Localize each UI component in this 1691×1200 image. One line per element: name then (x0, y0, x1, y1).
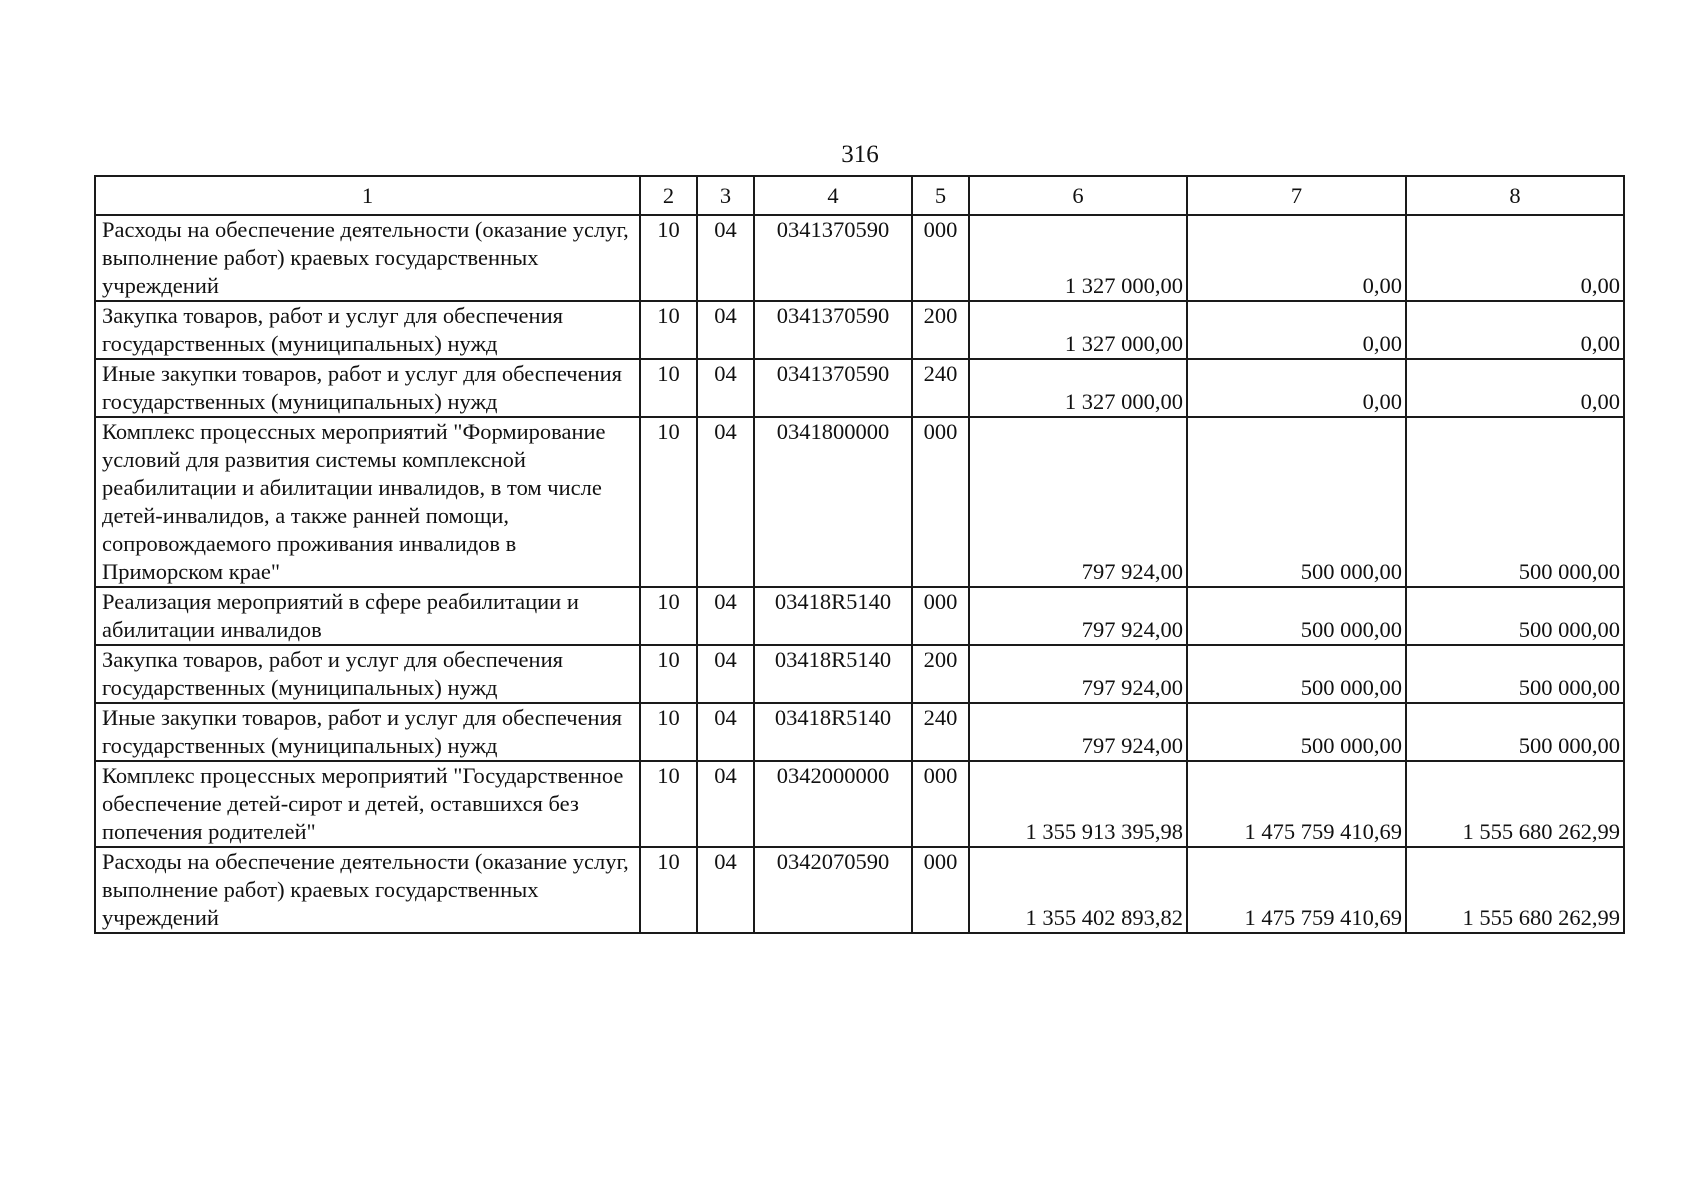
amount-col6-cell: 1 327 000,00 (969, 215, 1187, 301)
expense-type-cell: 000 (912, 587, 969, 645)
target-article-cell: 0342000000 (754, 761, 912, 847)
expense-type-cell: 000 (912, 847, 969, 933)
section-code-cell: 10 (640, 847, 697, 933)
amount-col6-cell: 797 924,00 (969, 417, 1187, 587)
subsection-code-cell: 04 (697, 417, 754, 587)
amount-col8-cell: 0,00 (1406, 359, 1624, 417)
column-header-5: 5 (912, 176, 969, 215)
expense-name-cell: Иные закупки товаров, работ и услуг для обеспечения государственных (муниципальных) нужд (95, 703, 640, 761)
amount-col7-cell: 500 000,00 (1187, 703, 1406, 761)
column-header-8: 8 (1406, 176, 1624, 215)
expense-name-cell: Расходы на обеспечение деятельности (оказание услуг, выполнение работ) краевых государственных учреждений (95, 847, 640, 933)
target-article-cell: 0341370590 (754, 301, 912, 359)
target-article-cell: 03418R5140 (754, 587, 912, 645)
expense-name-cell: Закупка товаров, работ и услуг для обеспечения государственных (муниципальных) нужд (95, 645, 640, 703)
section-code-cell: 10 (640, 761, 697, 847)
amount-col8-cell: 500 000,00 (1406, 587, 1624, 645)
expense-name-cell: Комплекс процессных мероприятий "Государственное обеспечение детей-сирот и детей, оставшихся без попечения родителей" (95, 761, 640, 847)
amount-col7-cell: 500 000,00 (1187, 587, 1406, 645)
subsection-code-cell: 04 (697, 761, 754, 847)
section-code-cell: 10 (640, 215, 697, 301)
column-header-6: 6 (969, 176, 1187, 215)
amount-col6-cell: 1 327 000,00 (969, 359, 1187, 417)
target-article-cell: 0341800000 (754, 417, 912, 587)
column-header-7: 7 (1187, 176, 1406, 215)
expense-name-cell: Комплекс процессных мероприятий "Формирование условий для развития системы комплексной реабилитации и абилитации инвалидов, в том числе детей-инвалидов, а также ранней помощи, сопровождаемого проживания инвалидов в Приморском крае" (95, 417, 640, 587)
expense-name-cell: Расходы на обеспечение деятельности (оказание услуг, выполнение работ) краевых государственных учреждений (95, 215, 640, 301)
amount-col7-cell: 0,00 (1187, 215, 1406, 301)
section-code-cell: 10 (640, 645, 697, 703)
expense-type-cell: 200 (912, 645, 969, 703)
amount-col6-cell: 1 327 000,00 (969, 301, 1187, 359)
amount-col6-cell: 797 924,00 (969, 703, 1187, 761)
column-header-1: 1 (95, 176, 640, 215)
amount-col7-cell: 500 000,00 (1187, 645, 1406, 703)
table-row (95, 417, 1624, 587)
amount-col7-cell: 1 475 759 410,69 (1187, 761, 1406, 847)
column-header-4: 4 (754, 176, 912, 215)
table-row (95, 645, 1624, 703)
table-row (95, 301, 1624, 359)
expense-type-cell: 000 (912, 417, 969, 587)
table-row (95, 847, 1624, 933)
amount-col6-cell: 797 924,00 (969, 587, 1187, 645)
target-article-cell: 03418R5140 (754, 703, 912, 761)
amount-col8-cell: 0,00 (1406, 215, 1624, 301)
table-row (95, 703, 1624, 761)
budget-table (94, 175, 1625, 934)
amount-col6-cell: 1 355 402 893,82 (969, 847, 1187, 933)
table-row (95, 359, 1624, 417)
amount-col6-cell: 797 924,00 (969, 645, 1187, 703)
expense-name-cell: Реализация мероприятий в сфере реабилитации и абилитации инвалидов (95, 587, 640, 645)
table-row (95, 761, 1624, 847)
subsection-code-cell: 04 (697, 359, 754, 417)
target-article-cell: 0341370590 (754, 359, 912, 417)
expense-type-cell: 000 (912, 761, 969, 847)
page-number: 316 (841, 141, 879, 168)
column-header-3: 3 (697, 176, 754, 215)
subsection-code-cell: 04 (697, 645, 754, 703)
subsection-code-cell: 04 (697, 301, 754, 359)
amount-col8-cell: 500 000,00 (1406, 417, 1624, 587)
expense-name-cell: Иные закупки товаров, работ и услуг для обеспечения государственных (муниципальных) нужд (95, 359, 640, 417)
amount-col7-cell: 0,00 (1187, 301, 1406, 359)
subsection-code-cell: 04 (697, 215, 754, 301)
expense-type-cell: 200 (912, 301, 969, 359)
amount-col8-cell: 500 000,00 (1406, 703, 1624, 761)
amount-col8-cell: 0,00 (1406, 301, 1624, 359)
column-header-2: 2 (640, 176, 697, 215)
section-code-cell: 10 (640, 587, 697, 645)
expense-type-cell: 240 (912, 703, 969, 761)
expense-type-cell: 000 (912, 215, 969, 301)
expense-type-cell: 240 (912, 359, 969, 417)
subsection-code-cell: 04 (697, 847, 754, 933)
table-row (95, 587, 1624, 645)
target-article-cell: 0341370590 (754, 215, 912, 301)
section-code-cell: 10 (640, 703, 697, 761)
expense-name-cell: Закупка товаров, работ и услуг для обеспечения государственных (муниципальных) нужд (95, 301, 640, 359)
subsection-code-cell: 04 (697, 703, 754, 761)
amount-col8-cell: 1 555 680 262,99 (1406, 761, 1624, 847)
amount-col7-cell: 0,00 (1187, 359, 1406, 417)
target-article-cell: 0342070590 (754, 847, 912, 933)
section-code-cell: 10 (640, 417, 697, 587)
target-article-cell: 03418R5140 (754, 645, 912, 703)
section-code-cell: 10 (640, 301, 697, 359)
table-row (95, 215, 1624, 301)
amount-col6-cell: 1 355 913 395,98 (969, 761, 1187, 847)
amount-col7-cell: 1 475 759 410,69 (1187, 847, 1406, 933)
amount-col7-cell: 500 000,00 (1187, 417, 1406, 587)
header-row (95, 176, 1624, 215)
section-code-cell: 10 (640, 359, 697, 417)
amount-col8-cell: 1 555 680 262,99 (1406, 847, 1624, 933)
subsection-code-cell: 04 (697, 587, 754, 645)
amount-col8-cell: 500 000,00 (1406, 645, 1624, 703)
